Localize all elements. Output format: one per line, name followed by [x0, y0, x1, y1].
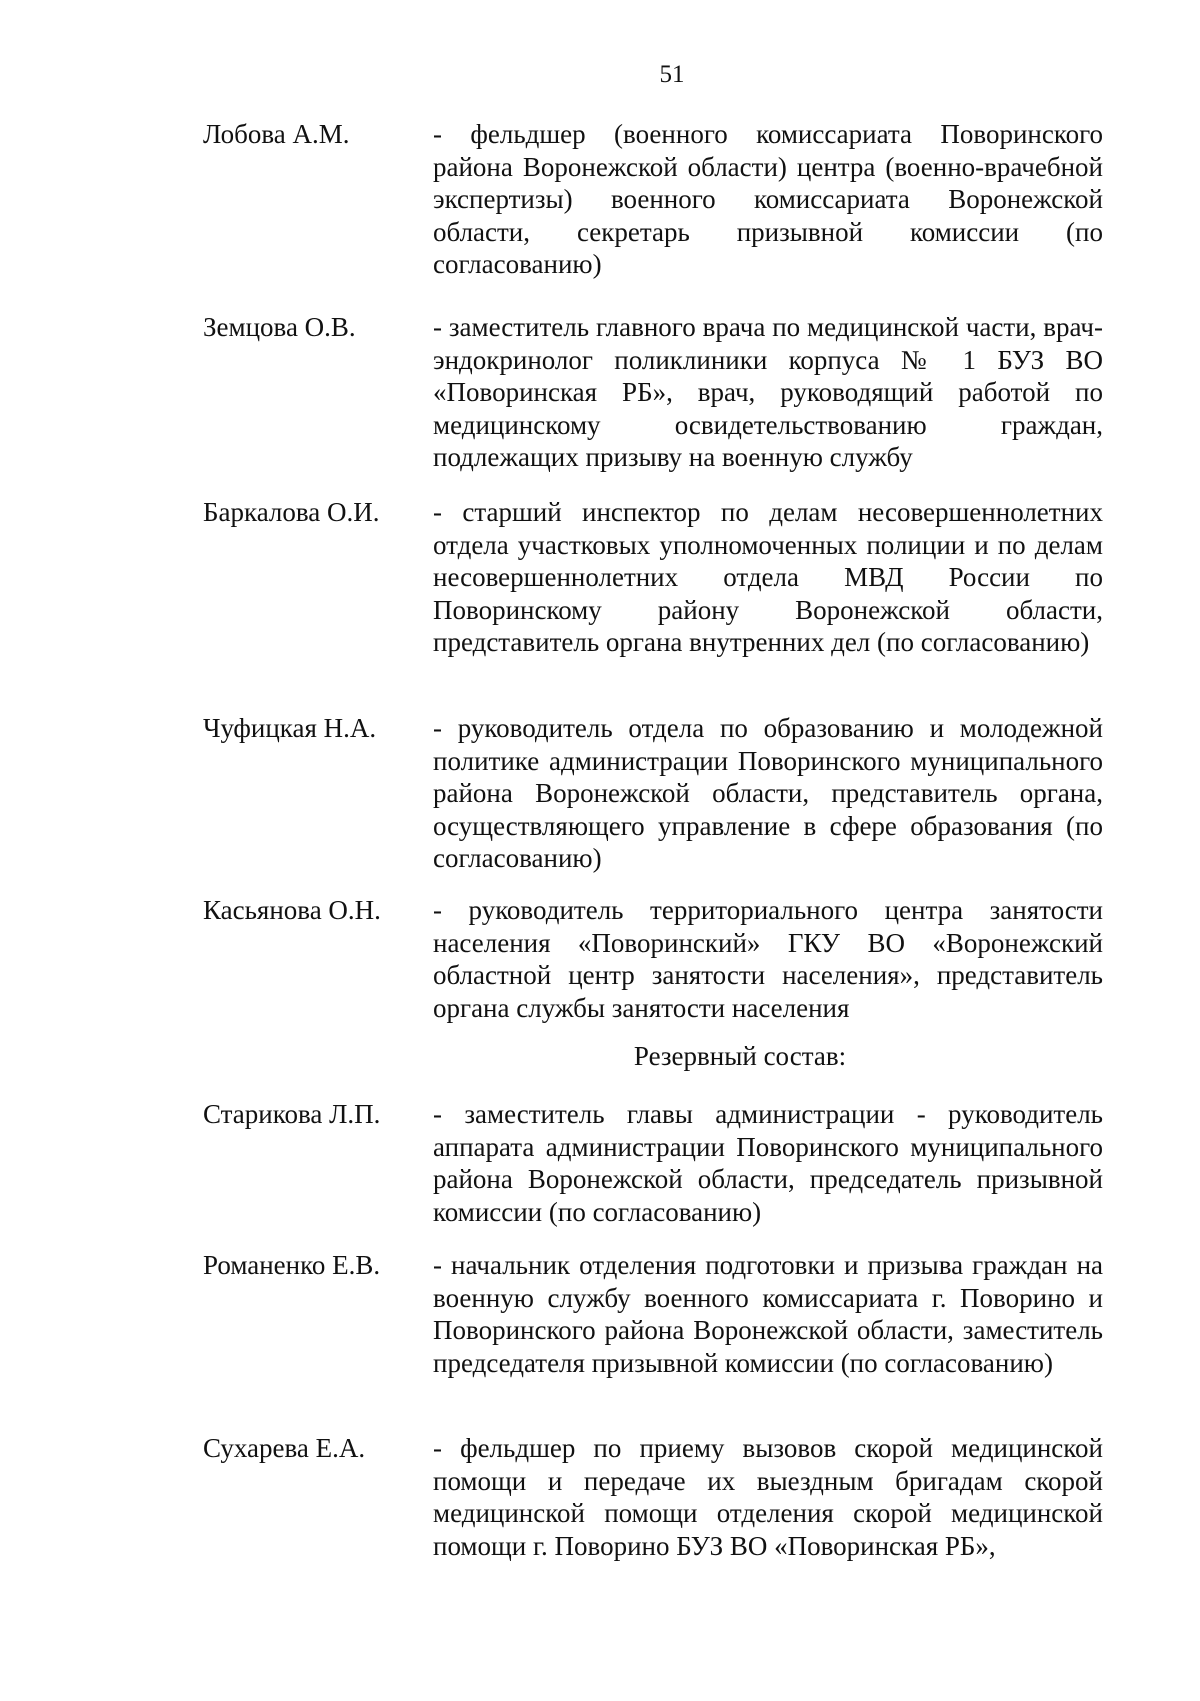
member-name: Земцова О.В.: [203, 312, 356, 342]
member-description: - начальник отделения подготовки и призыва граждан на военную службу военного комиссариата г. Поворино и Поворинского района Воронежской области, заместитель председателя призывной комиссии (по согласованию): [433, 1250, 1103, 1378]
page-number: 51: [659, 61, 685, 88]
member-name: Сухарева Е.А.: [203, 1433, 366, 1463]
member-name: Старикова Л.П.: [203, 1099, 381, 1129]
member-description: - руководитель отдела по образованию и молодежной политике администрации Поворинского муниципального района Воронежской области, представитель органа, осуществляющего управление в сфере образования (по согласованию): [433, 713, 1103, 873]
member-name: Касьянова О.Н.: [203, 895, 381, 925]
member-name: Лобова А.М.: [203, 119, 350, 149]
member-description: - заместитель главы администрации - руководитель аппарата администрации Поворинского муниципального района Воронежской области, председатель призывной комиссии (по согласованию): [433, 1099, 1103, 1227]
member-description: - руководитель территориального центра занятости населения «Поворинский» ГКУ ВО «Воронежский областной центр занятости населения», представитель органа службы занятости населения: [433, 895, 1103, 1023]
member-description: - заместитель главного врача по медицинской части, врач-эндокринолог поликлиники корпуса № 1 БУЗ ВО «Поворинская РБ», врач, руководящий работой по медицинскому освидетельствованию граждан, подлежащих призыву на военную службу: [433, 312, 1103, 472]
member-name: Романенко Е.В.: [203, 1250, 381, 1280]
member-name: Чуфицкая Н.А.: [203, 713, 377, 743]
member-description: - фельдшер (военного комиссариата Поворинского района Воронежской области) центра (военно-врачебной экспертизы) военного комиссариата Воронежской области, секретарь призывной комиссии (по согласованию): [433, 119, 1103, 279]
member-description: - фельдшер по приему вызовов скорой медицинской помощи и передаче их выездным бригадам скорой медицинской помощи отделения скорой медицинской помощи г. Поворино БУЗ ВО «Поворинская РБ»,: [433, 1433, 1103, 1561]
member-description: - старший инспектор по делам несовершеннолетних отдела участковых уполномоченных полиции и по делам несовершеннолетних отдела МВД России по Поворинскому району Воронежской области, представитель органа внутренних дел (по согласованию): [433, 497, 1103, 657]
member-name: Баркалова О.И.: [203, 497, 380, 527]
reserve-section-heading: Резервный состав:: [633, 1041, 847, 1071]
